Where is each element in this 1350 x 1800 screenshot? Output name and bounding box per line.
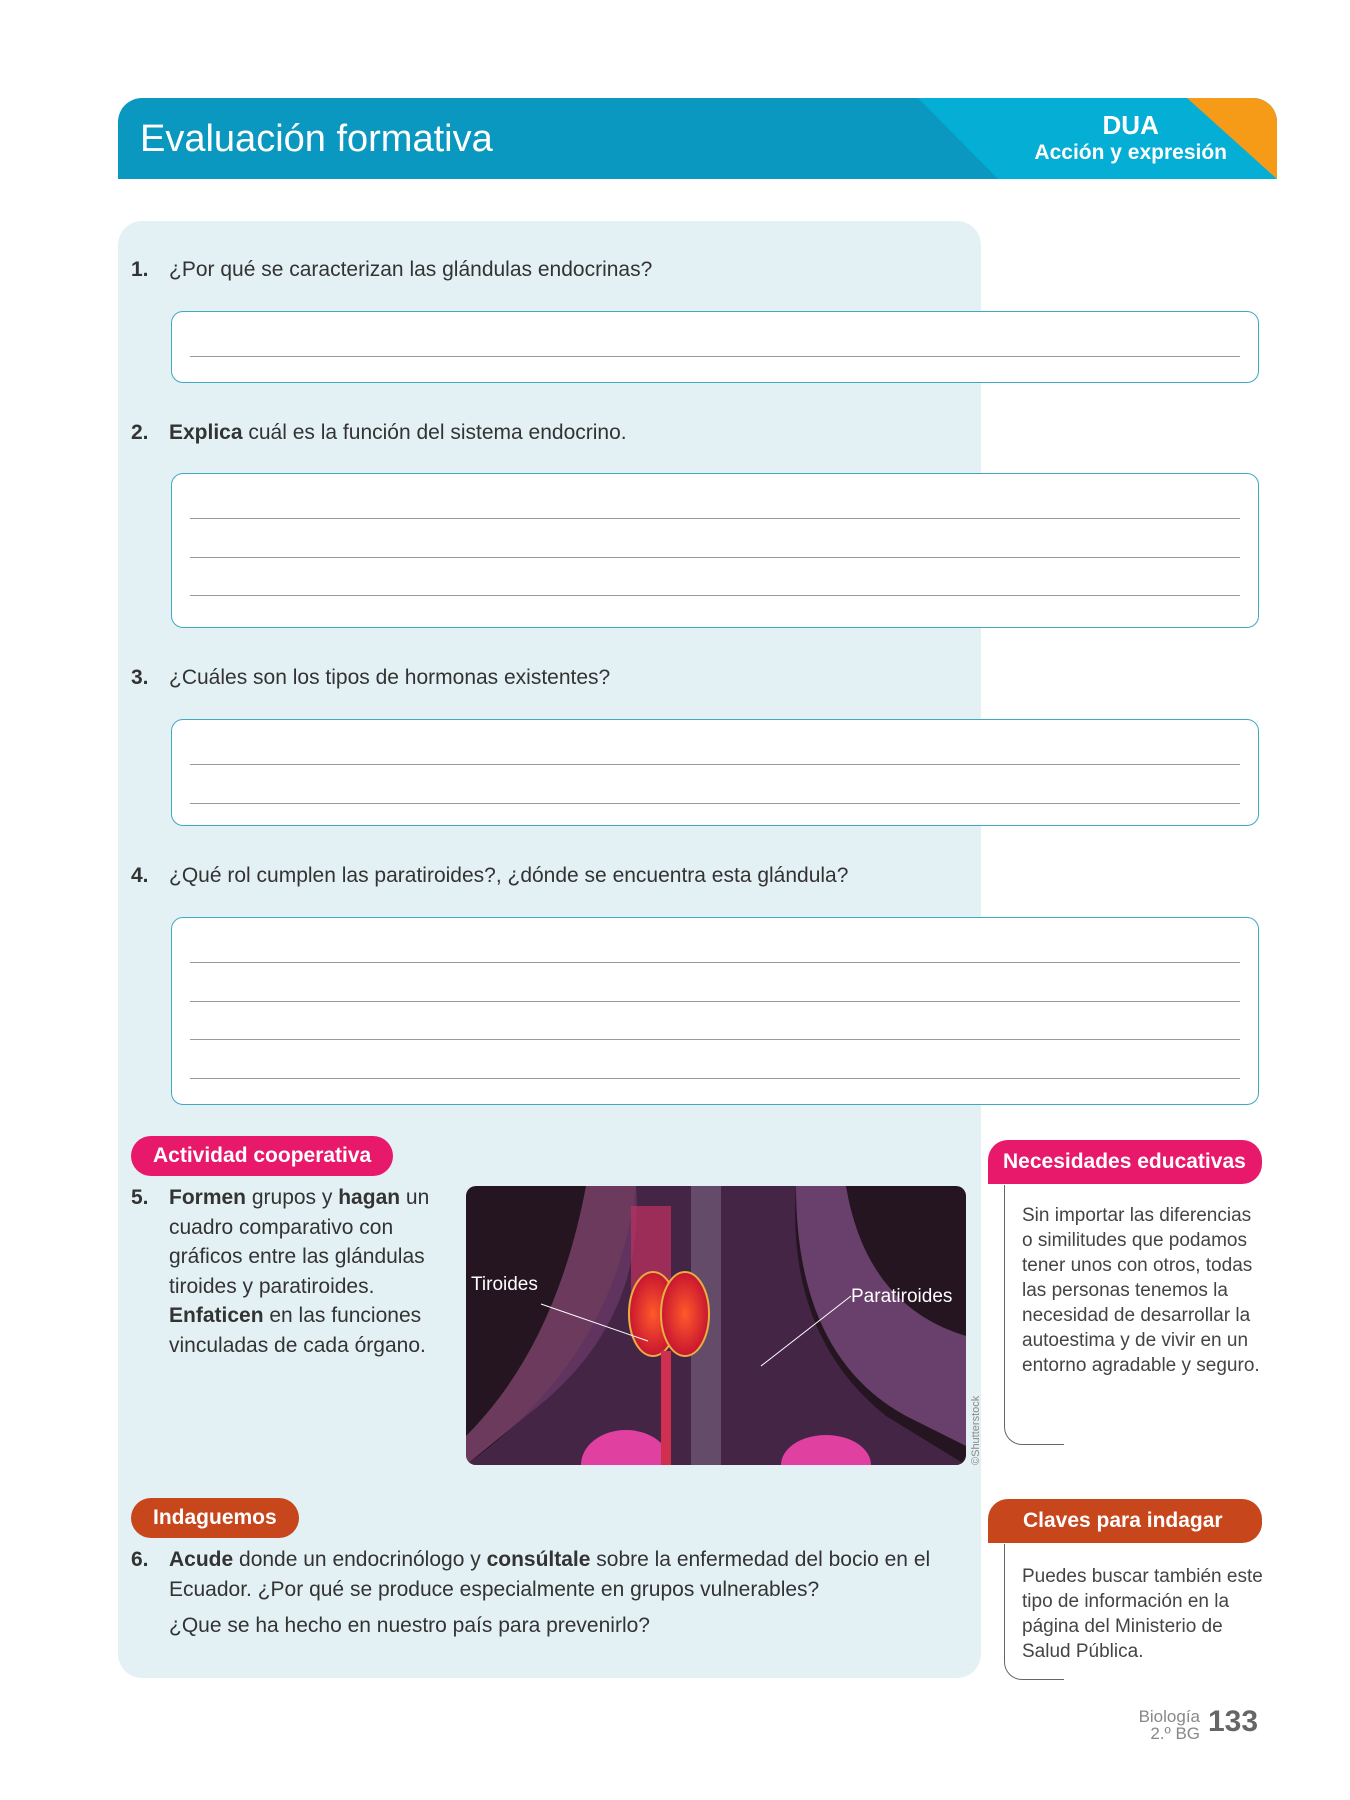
thyroid-illustration [466,1186,966,1465]
answer-box-4[interactable] [171,917,1259,1105]
text: en las funciones vinculadas de cada órgano. [169,1304,426,1357]
answer-box-3[interactable] [171,719,1259,826]
verb: hagan [338,1186,401,1209]
neck-anatomy-image [466,1186,966,1465]
answer-line [190,803,1240,804]
section-header [118,98,1277,179]
text: grupos y [246,1186,339,1209]
verb: Acude [169,1548,234,1571]
question-6 [131,1545,971,1641]
question-number: 6. [131,1548,149,1571]
answer-line [190,595,1240,596]
answer-line [190,1001,1240,1002]
question-4 [131,864,848,888]
subject: Biología [1138,1707,1200,1726]
question-text [131,1183,431,1360]
question-verb: Explica [169,421,243,444]
question-1 [131,258,652,282]
question-text [131,1545,971,1605]
question-number: 5. [131,1186,149,1209]
activity-label: Actividad cooperativa [131,1136,393,1176]
page-number: 133 [1208,1705,1259,1738]
answer-line [190,557,1240,558]
verb: Formen [169,1186,247,1209]
dua-subtitle: Acción y expresión [1034,141,1227,164]
dua-label: DUA [1102,110,1159,140]
text: sobre la enfermedad del bocio en el Ecuador. ¿Por qué se produce especialmente en grupos vulnerables? [169,1548,931,1601]
page-title: Evaluación formativa [140,118,493,160]
footer-subject [1139,1708,1200,1742]
thyroid-label: Tiroides [471,1274,538,1295]
question-text: ¿Por qué se caracterizan las glándulas endocrinas? [169,258,653,281]
question-number: 3. [131,666,149,689]
side-note-title-needs: Necesidades educativas [988,1140,1262,1184]
question-5 [131,1183,431,1360]
answer-line [190,518,1240,519]
grade: 2.º BG [1150,1724,1200,1743]
answer-line [190,356,1240,357]
question-text: cuál es la función del sistema endocrino. [242,421,627,444]
answer-box-1[interactable] [171,311,1259,383]
image-credit: ©Shutterstock [970,1395,982,1465]
question-text: ¿Cuáles son los tipos de hormonas existentes? [169,666,611,689]
answer-box-2[interactable] [171,473,1259,628]
text: donde un endocrinólogo y [233,1548,487,1571]
answer-line [190,764,1240,765]
answer-line [190,1078,1240,1079]
answer-line [190,962,1240,963]
text: un cuadro comparativo con gráficos entre las glándulas tiroides y paratiroides. [169,1186,430,1298]
verb: Enfaticen [169,1304,264,1327]
inquiry-label: Indaguemos [131,1498,299,1538]
answer-line [190,1039,1240,1040]
question-number: 4. [131,864,149,887]
question-text: ¿Qué rol cumplen las paratiroides?, ¿dónde se encuentra esta glándula? [169,864,849,887]
verb: consúltale [486,1548,591,1571]
question-3 [131,666,610,690]
question-text-2: ¿Que se ha hecho en nuestro país para prevenirlo? [169,1614,650,1637]
dua-badge [1034,110,1227,165]
question-2 [131,421,627,445]
parathyroid-label: Paratiroides [851,1286,953,1307]
side-note-keys-text: Puedes buscar también este tipo de información en la página del Ministerio de Salud Pública. [1022,1566,1263,1662]
side-note-title-keys: Claves para indagar [988,1499,1262,1543]
question-number: 1. [131,258,149,281]
side-note-needs-text: Sin importar las diferencias o similitudes que podamos tener unos con otros, todas las personas tenemos la necesidad de desarrollar la autoestima y de vivir en un entorno agradable y seguro. [1022,1205,1260,1376]
question-number: 2. [131,421,149,444]
